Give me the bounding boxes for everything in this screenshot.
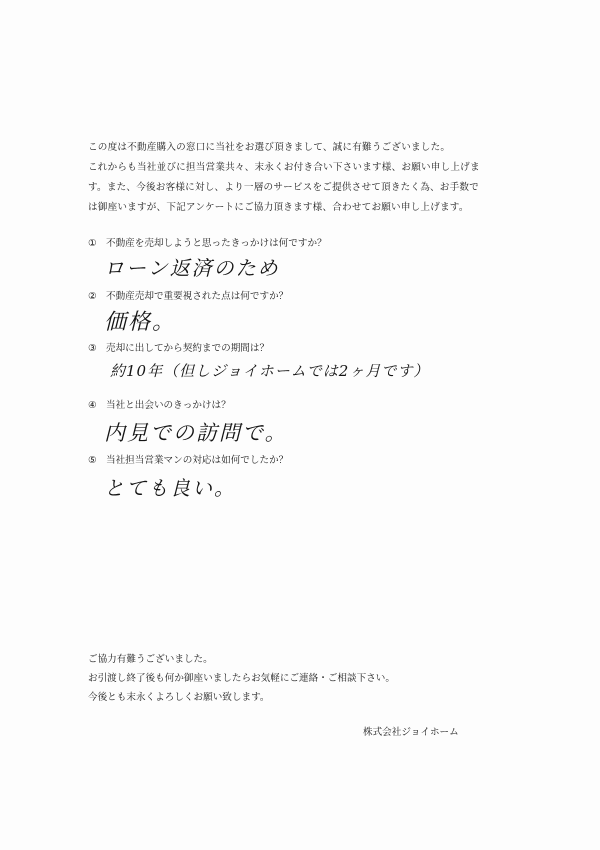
question-text: 当社担当営業マンの対応は如何でしたか？ [106, 455, 289, 466]
question-text: 不動産を売却しようと思ったきっかけは何ですか？ [106, 238, 327, 249]
question-text: 不動産売却で重要視された点は何ですか？ [106, 291, 289, 302]
closing-line: お引渡し終了後も何か御座いましたらお気軽にご連絡・ご相談下さい。 [88, 673, 395, 684]
intro-line: これからも当社並びに担当営業共々、末永くお付き合い下さいます様、お願い申し上げま [88, 162, 480, 173]
company-name: 株式会社ジョイホーム [363, 727, 459, 738]
intro-line: す。また、今後お客様に対し、より一層のサービスをご提供させて頂きたく為、お手数で [88, 182, 479, 193]
question-5 [88, 452, 288, 466]
answer-3-handwritten: 約10年（但しジョイホームでは2ヶ月です） [110, 362, 430, 380]
question-number: ⑤ [88, 455, 97, 466]
question-number: ② [88, 291, 97, 302]
answer-5-handwritten: とても良い。 [104, 476, 236, 500]
answer-2-handwritten: 価格。 [104, 310, 177, 335]
question-text: 売却に出してから契約までの期間は？ [106, 343, 270, 354]
closing-paragraph [88, 650, 395, 707]
question-3 [88, 340, 269, 354]
question-1 [88, 235, 327, 249]
question-2 [88, 288, 288, 302]
answer-1-handwritten: ローン返済のため [104, 256, 280, 280]
question-text: 当社と出会いのきっかけは？ [106, 400, 231, 411]
answer-4-handwritten: 内見での訪問で。 [104, 421, 288, 445]
closing-line: ご協力有難うございました。 [88, 654, 213, 665]
intro-line: この度は不動産購入の窓口に当社をお選び頂きまして、誠に有難うございました。 [88, 142, 451, 153]
intro-line: は御座いますが、下記アンケートにご協力頂きます様、合わせてお願い申し上げます。 [88, 202, 469, 213]
question-number: ③ [88, 343, 97, 354]
closing-line: 今後とも末永くよろしくお願い致します。 [88, 692, 270, 703]
question-number: ① [88, 238, 97, 249]
intro-paragraph [88, 138, 528, 218]
question-number: ④ [88, 400, 97, 411]
question-4 [88, 397, 231, 411]
